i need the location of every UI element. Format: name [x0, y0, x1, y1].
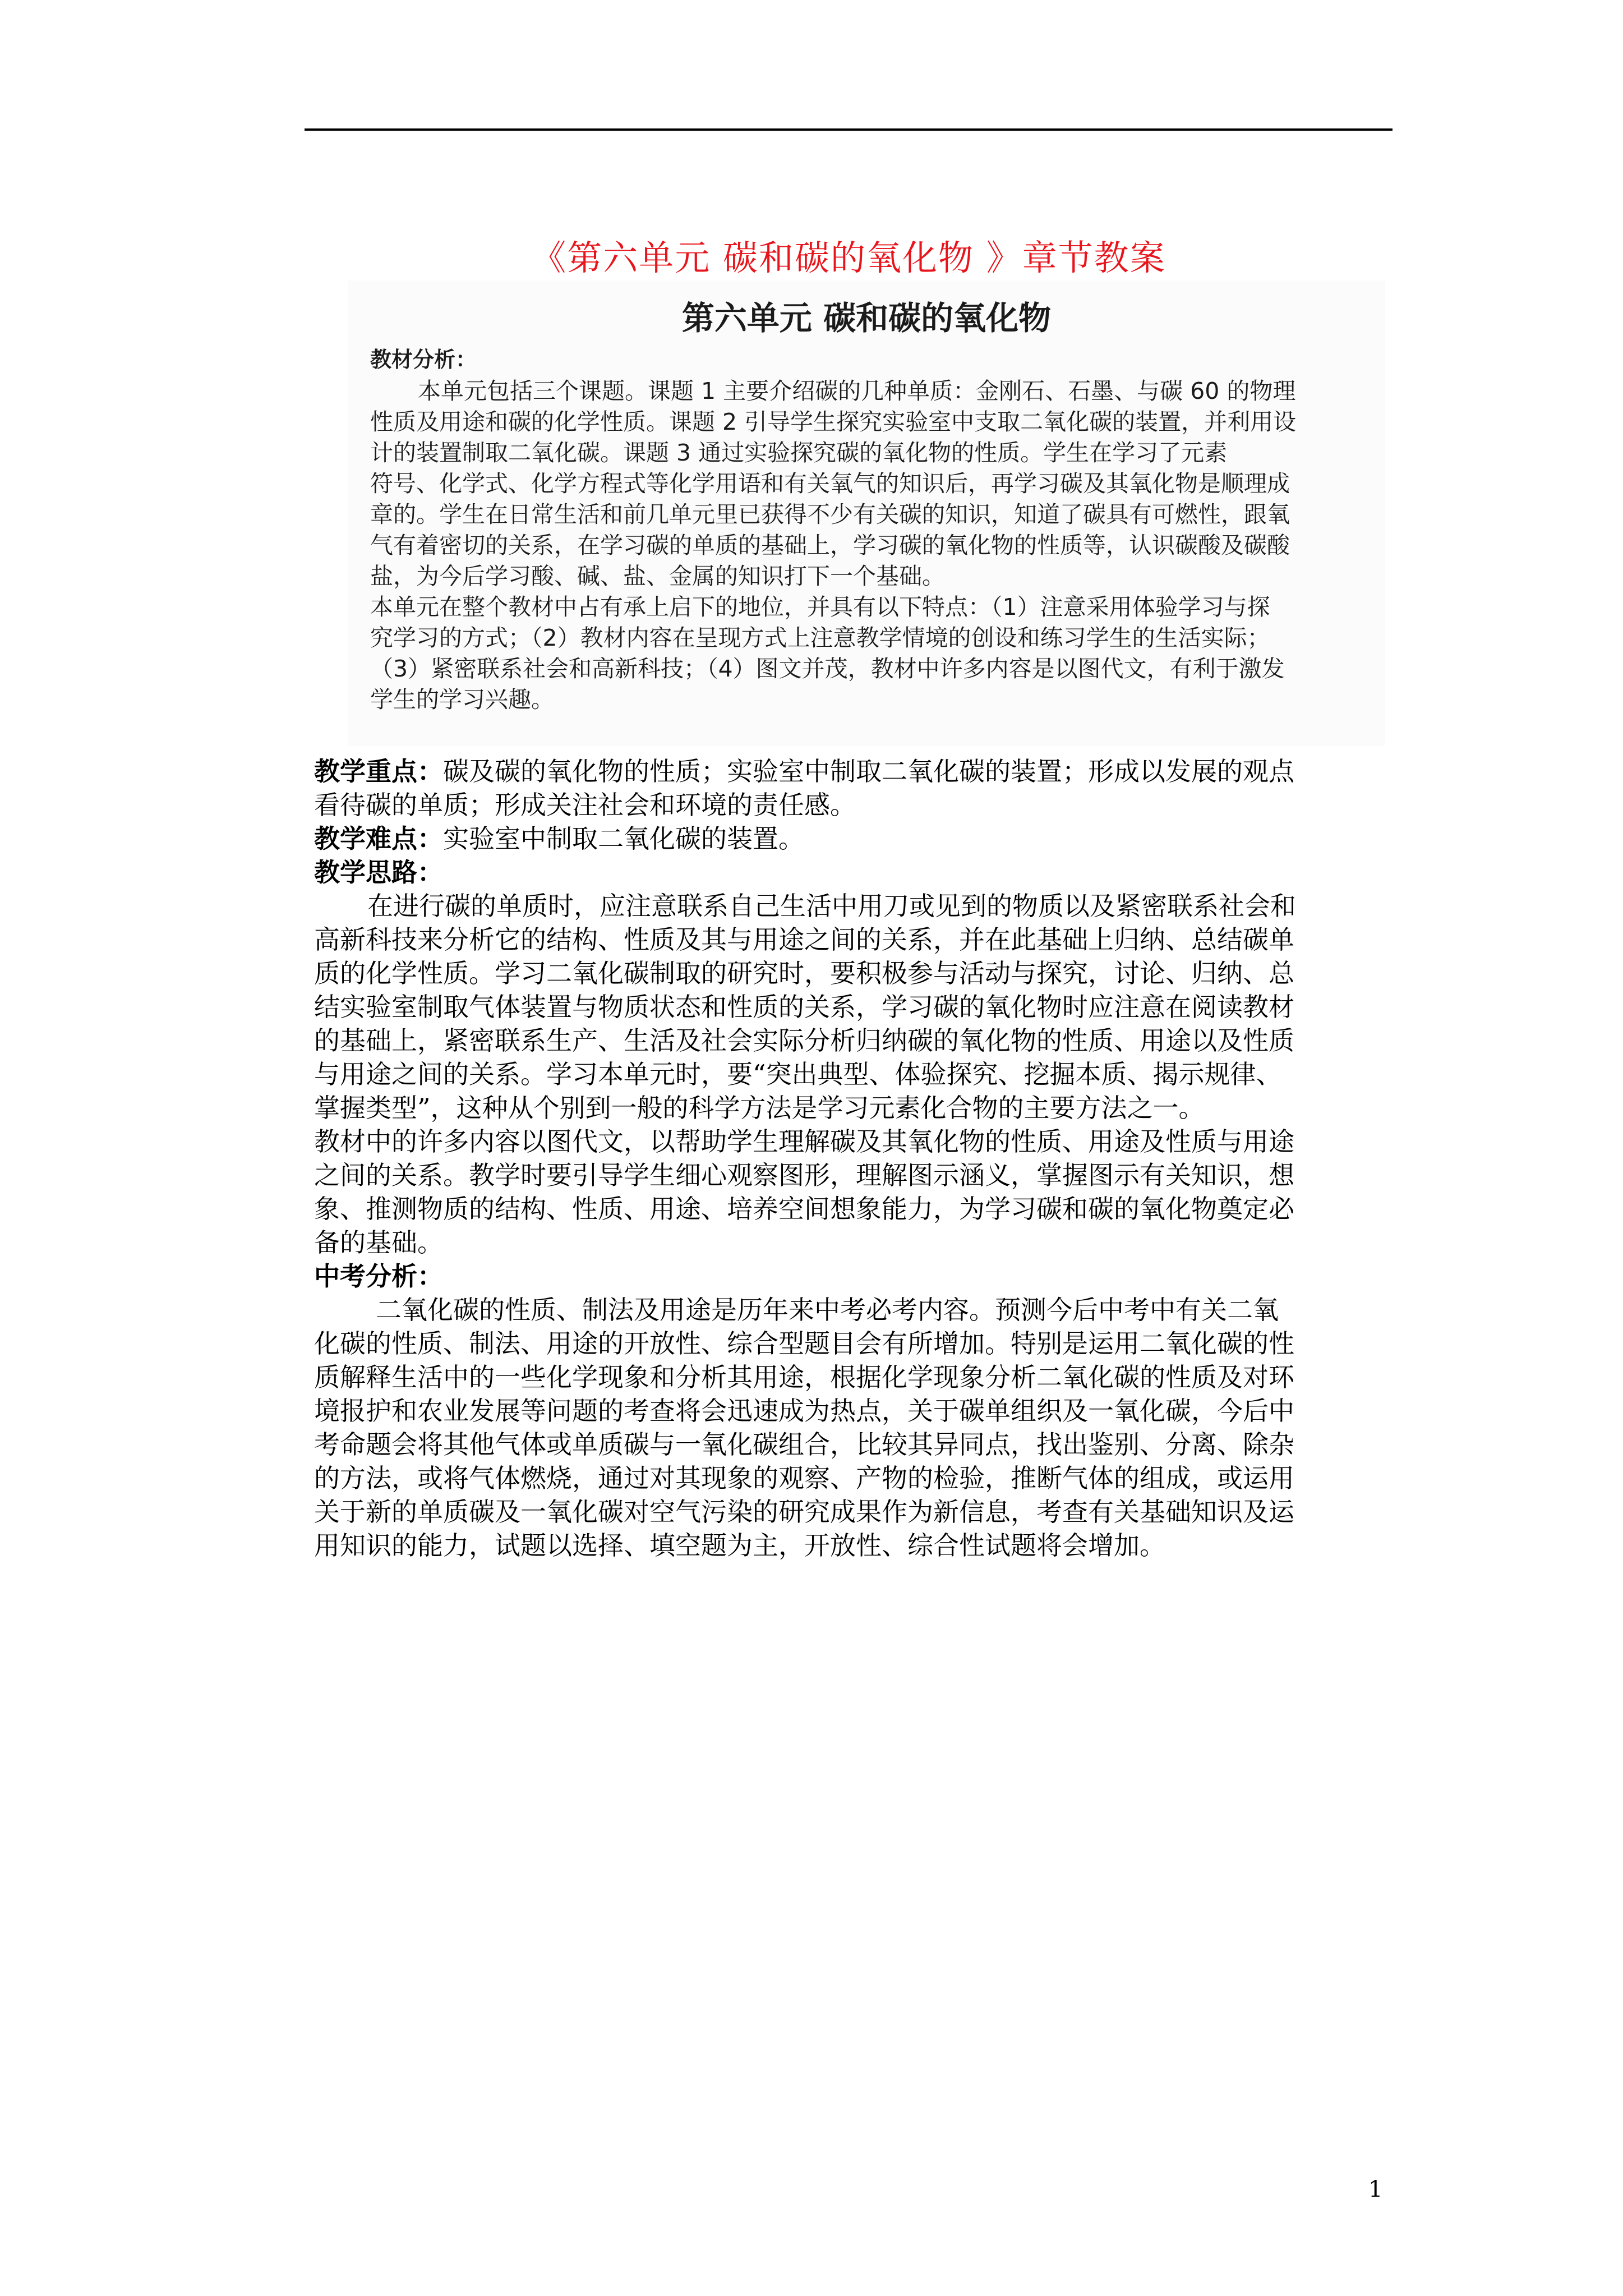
difficulty-text: 实验室中制取二氧化碳的装置。 — [443, 823, 804, 854]
scan-line: 究学习的方式；（2）教材内容在呈现方式上注意教学情境的创设和练习学生的生活实际； — [370, 624, 1270, 651]
exam-line: 考命题会将其他气体或单质碳与一氧化碳组合，比较其异同点，找出鉴别、分离、除杂 — [314, 1429, 1294, 1460]
exam-line: 境报护和农业发展等问题的考查将会迅速成为热点，关于碳单组织及一氧化碳，今后中 — [314, 1396, 1294, 1426]
exam-line: 质解释生活中的一些化学现象和分析其用途，根据化学现象分析二氧化碳的性质及对环 — [314, 1362, 1294, 1392]
scan-line: 学生的学习兴趣。 — [370, 686, 554, 713]
approach-label: 教学思路： — [314, 857, 443, 887]
approach-line: 掌握类型”，这种从个别到一般的科学方法是学习元素化合物的主要方法之一。 — [314, 1093, 1205, 1123]
exam-line: 用知识的能力，试题以选择、填空题为主，开放性、综合性试题将会增加。 — [314, 1530, 1165, 1561]
scan-line: （3）紧密联系社会和高新科技；（4）图文并茂，教材中许多内容是以图代文，有利于激发 — [370, 655, 1285, 682]
key-points-line: 看待碳的单质；形成关注社会和环境的责任感。 — [314, 790, 856, 820]
approach-line: 教材中的许多内容以图代文，以帮助学生理解碳及其氧化物的性质、用途及性质与用途 — [314, 1126, 1294, 1157]
key-points-text: 碳及碳的氧化物的性质；实验室中制取二氧化碳的装置；形成以发展的观点 — [443, 756, 1294, 786]
scan-line: 计的装置制取二氧化碳。课题 3 通过实验探究碳的氧化物的性质。学生在学习了元素 — [370, 439, 1228, 466]
scanned-excerpt — [348, 280, 1385, 746]
exam-label: 中考分析： — [314, 1261, 443, 1291]
scan-line: 性质及用途和碳的化学性质。课题 2 引导学生探究实验室中支取二氧化碳的装置，并利用设 — [370, 408, 1297, 435]
exam-line: 二氧化碳的性质、制法及用途是历年来中考必考内容。预测今后中考中有关二氧 — [376, 1295, 1279, 1325]
body-text — [314, 754, 1391, 1562]
header-rule — [305, 128, 1393, 131]
scan-line: 气有着密切的关系，在学习碳的单质的基础上，学习碳的氧化物的性质等，认识碳酸及碳酸 — [370, 532, 1290, 559]
scan-line: 章的。学生在日常生活和前几单元里已获得不少有关碳的知识，知道了碳具有可燃性，跟氧 — [370, 501, 1290, 528]
page-number: 1 — [1368, 2177, 1383, 2202]
key-points-label: 教学重点： — [314, 756, 443, 786]
approach-line: 质的化学性质。学习二氧化碳制取的研究时，要积极参与活动与探究，讨论、归纳、总 — [314, 958, 1294, 988]
exam-line: 关于新的单质碳及一氧化碳对空气污染的研究成果作为新信息，考查有关基础知识及运 — [314, 1497, 1294, 1527]
exam-line: 的方法，或将气体燃烧，通过对其现象的观察、产物的检验，推断气体的组成，或运用 — [314, 1463, 1294, 1493]
approach-line: 之间的关系。教学时要引导学生细心观察图形，理解图示涵义，掌握图示有关知识，想 — [314, 1160, 1294, 1190]
difficulty-line — [314, 822, 1391, 855]
scan-heading: 第六单元 碳和碳的氧化物 — [681, 299, 1052, 337]
approach-line: 象、推测物质的结构、性质、用途、培养空间想象能力，为学习碳和碳的氧化物奠定必 — [314, 1194, 1294, 1224]
approach-line: 在进行碳的单质时，应注意联系自己生活中用刀或见到的物质以及紧密联系社会和 — [367, 891, 1296, 921]
scan-line: 符号、化学式、化学方程式等化学用语和有关氧气的知识后，再学习碳及其氧化物是顺理成 — [370, 470, 1290, 497]
approach-line: 与用途之间的关系。学习本单元时，要“突出典型、体验探究、挖掘本质、揭示规律、 — [314, 1059, 1282, 1089]
scan-paragraphs — [370, 376, 1385, 715]
document-title: 《第六单元 碳和碳的氧化物 》章节教案 — [531, 237, 1166, 278]
scan-subheading: 教材分析： — [370, 347, 477, 372]
exam-line: 化碳的性质、制法、用途的开放性、综合型题目会有所增加。特别是运用二氧化碳的性 — [314, 1328, 1294, 1359]
key-points-line — [314, 754, 1391, 788]
scan-line: 本单元包括三个课题。课题 1 主要介绍碳的几种单质：金刚石、石墨、与碳 60 的物理 — [418, 378, 1296, 404]
exam-heading — [314, 1259, 1391, 1293]
approach-line: 结实验室制取气体装置与物质状态和性质的关系，学习碳的氧化物时应注意在阅读教材 — [314, 992, 1294, 1022]
scan-line: 盐，为今后学习酸、碱、盐、金属的知识打下一个基础。 — [370, 563, 945, 590]
difficulty-label: 教学难点： — [314, 823, 443, 854]
approach-line: 的基础上，紧密联系生产、生活及社会实际分析归纳碳的氧化物的性质、用途以及性质 — [314, 1025, 1294, 1056]
approach-heading — [314, 855, 1391, 889]
approach-line: 高新科技来分析它的结构、性质及其与用途之间的关系，并在此基础上归纳、总结碳单 — [314, 924, 1294, 955]
scan-line: 本单元在整个教材中占有承上启下的地位，并具有以下特点：（1）注意采用体验学习与探 — [370, 593, 1270, 620]
approach-line: 备的基础。 — [314, 1227, 443, 1258]
